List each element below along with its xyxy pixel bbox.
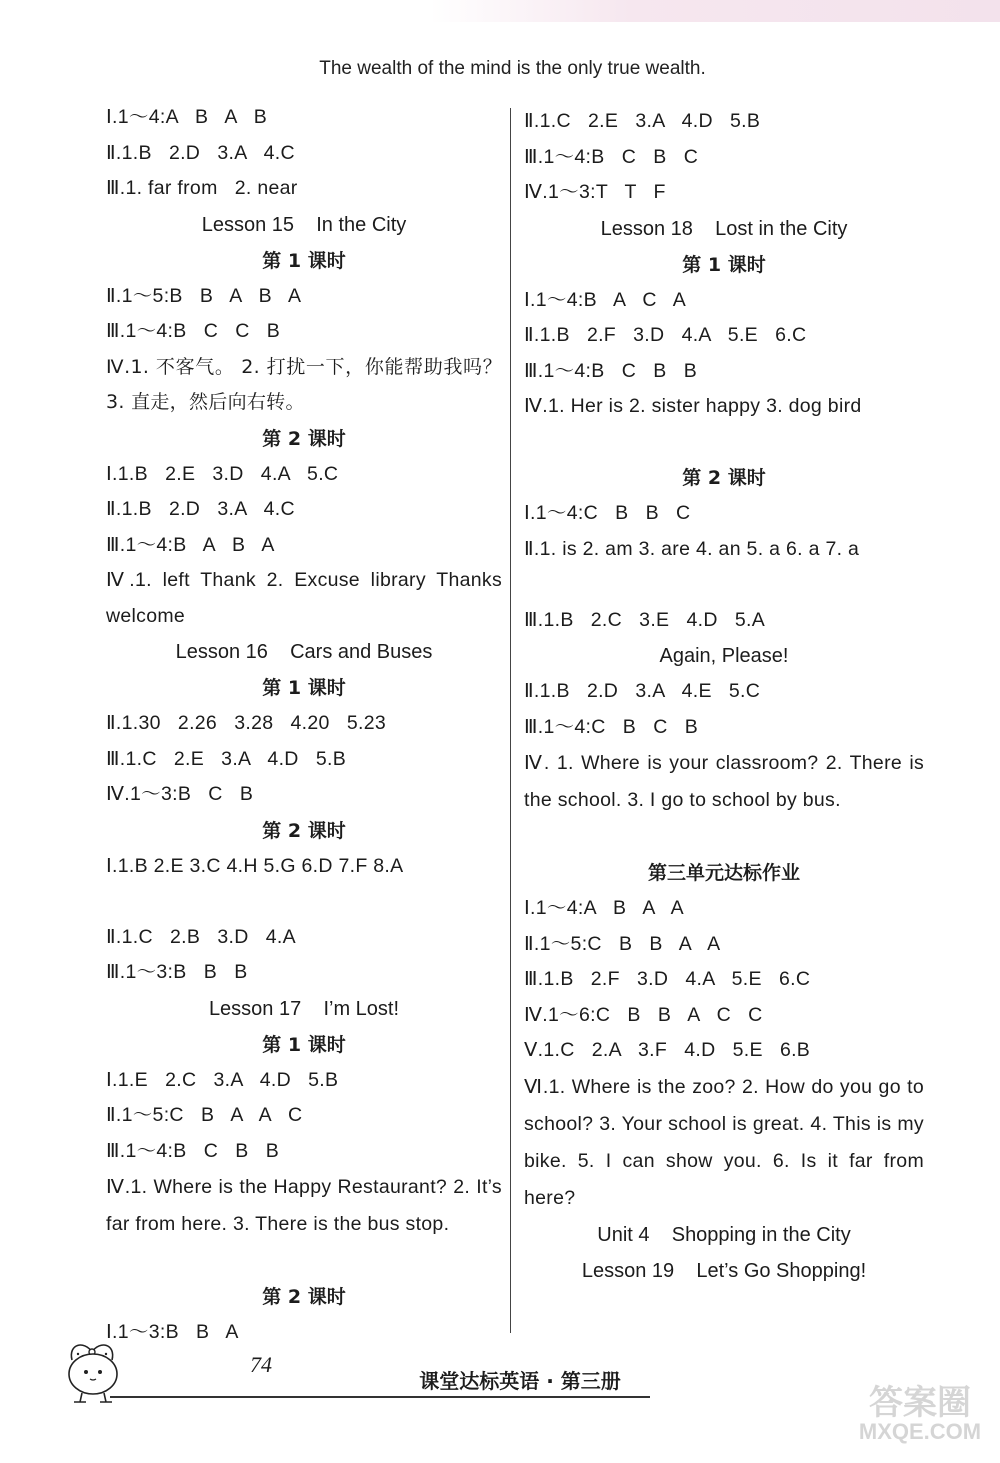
period-heading: 第 2 课时: [682, 467, 766, 489]
book-title: 课堂达标英语 · 第三册: [419, 1369, 621, 1393]
answer-line: Ⅳ.1. Where is the Happy Restaurant? 2. It’s far from here. 3. There is the bus stop.: [106, 1176, 502, 1235]
answer-line: Ⅲ.1～4:B C C B: [106, 320, 281, 342]
answer-line: Ⅳ.1～3:B C B: [106, 783, 254, 805]
unit-heading: Unit 4 Shopping in the City: [597, 1223, 851, 1246]
answer-line: Ⅱ.1.30 2.26 3.28 4.20 5.23: [106, 712, 386, 734]
answer-line: Ⅰ.1.B 2.E 3.D 4.A 5.C: [106, 462, 339, 485]
answer-line: Ⅱ.1.B 2.D 3.A 4.C: [106, 141, 295, 164]
answer-line: Ⅱ.1.B 2.F 3.D 4.A 5.E 6.C: [524, 324, 807, 346]
answer-line: Ⅱ.1. is 2. am 3. are 4. an 5. a 6. a 7. a: [524, 537, 860, 560]
answer-line: Ⅳ. 1. Where is your classroom? 2. There is the school. 3. I go to school by bus.: [524, 752, 924, 811]
lesson-heading: Lesson 17 I’m Lost!: [208, 997, 400, 1020]
period-heading: 第 1 课时: [262, 1033, 346, 1056]
answer-line: Ⅳ.1～3:T T F: [524, 181, 666, 203]
answer-line: Ⅱ.1.B 2.D 3.A 4.E 5.C: [524, 680, 761, 702]
answer-line: Ⅲ.1～4:B C B C: [524, 145, 699, 168]
answer-line: Ⅲ.1.B 2.C 3.E 4.D 5.A: [524, 608, 766, 631]
answer-line: Ⅲ.1.C 2.E 3.A 4.D 5.B: [106, 747, 346, 770]
lesson-heading: Lesson 19 Let’s Go Shopping!: [581, 1259, 867, 1282]
answer-line: Ⅰ.1～4:C B B C: [524, 502, 691, 524]
watermark-url: MXQE.COM: [858, 1419, 982, 1444]
watermark-text: 答案圈: [869, 1383, 971, 1423]
answer-line: Ⅰ.1.B 2.E 3.C 4.H 5.G 6.D 7.F 8.A: [106, 854, 404, 877]
answer-line: Ⅰ.1～4:B A C A: [524, 288, 687, 311]
answer-line: Ⅲ.1～4:C B C B: [524, 715, 699, 738]
answer-line: Ⅵ.1. Where is the zoo? 2. How do you go to school? 3. Your school is great. 4. This is my bike. 5. I can show you. 6. Is it far from here?: [524, 1075, 924, 1209]
period-heading: 第 2 课时: [262, 819, 346, 842]
answer-line: Ⅲ.1.B 2.F 3.D 4.A 5.E 6.C: [524, 968, 811, 990]
page-number: 74: [250, 1352, 272, 1377]
period-heading: 第 2 课时: [262, 1286, 346, 1308]
section-heading: Again, Please!: [659, 645, 789, 667]
answer-line: Ⅰ.1～4:A B A A: [524, 897, 684, 919]
period-heading: 第 2 课时: [262, 427, 346, 450]
period-heading: 第 1 课时: [682, 253, 766, 276]
answer-line: Ⅱ.1～5:C B B A A: [524, 932, 721, 955]
top-decor-band: [430, 0, 1000, 22]
footer-rule: [110, 1396, 650, 1398]
unit-review-heading: 第三单元达标作业: [647, 862, 800, 884]
answer-line: Ⅲ.1～4:B C B B: [524, 359, 698, 382]
page-motto: The wealth of the mind is the only true wealth.: [319, 58, 706, 79]
watermark: [845, 1375, 995, 1455]
answer-line: Ⅱ.1.C 2.E 3.A 4.D 5.B: [524, 110, 761, 132]
period-heading: 第 1 课时: [262, 677, 346, 699]
answer-line: Ⅱ.1.B 2.D 3.A 4.C: [106, 498, 295, 520]
answer-line: Ⅲ.1～4:B A B A: [106, 533, 275, 556]
lesson-heading: Lesson 16 Cars and Buses: [175, 641, 433, 663]
lesson-heading: Lesson 18 Lost in the City: [600, 217, 848, 240]
answer-line: Ⅳ.1. Her is 2. sister happy 3. dog bird: [524, 395, 862, 417]
answer-line: Ⅲ.1. far from 2. near: [106, 177, 298, 199]
answer-line: Ⅰ.1.E 2.C 3.A 4.D 5.B: [106, 1068, 339, 1091]
answer-line: Ⅳ.1～6:C B B A C C: [524, 1003, 763, 1026]
answer-line: Ⅱ.1～5:B B A B A: [106, 284, 302, 307]
answer-line: Ⅲ.1～3:B B B: [106, 961, 248, 983]
column-divider: [510, 108, 511, 1333]
answer-line: Ⅱ.1.C 2.B 3.D 4.A: [106, 925, 296, 948]
answer-line: Ⅱ.1～5:C B A A C: [106, 1104, 303, 1126]
answer-line: Ⅳ.1. left Thank 2. Excuse library Thanks welcome: [106, 569, 502, 627]
answer-line: Ⅴ.1.C 2.A 3.F 4.D 5.E 6.B: [524, 1039, 811, 1061]
lesson-heading: Lesson 15 In the City: [201, 213, 407, 236]
left-column: [106, 100, 502, 1351]
right-column: [524, 100, 924, 1289]
answer-line: Ⅲ.1～4:B C B B: [106, 1139, 280, 1162]
period-heading: 第 1 课时: [262, 249, 346, 272]
answer-line: Ⅰ.1～4:A B A B: [106, 106, 268, 128]
answer-line: Ⅰ.1～3:B B A: [106, 1321, 239, 1343]
answer-line: Ⅳ.1. 不客气。 2. 打扰一下，你能帮助我吗？ 3. 直走，然后向右转。: [106, 355, 502, 413]
mascot-icon: [58, 1330, 128, 1410]
